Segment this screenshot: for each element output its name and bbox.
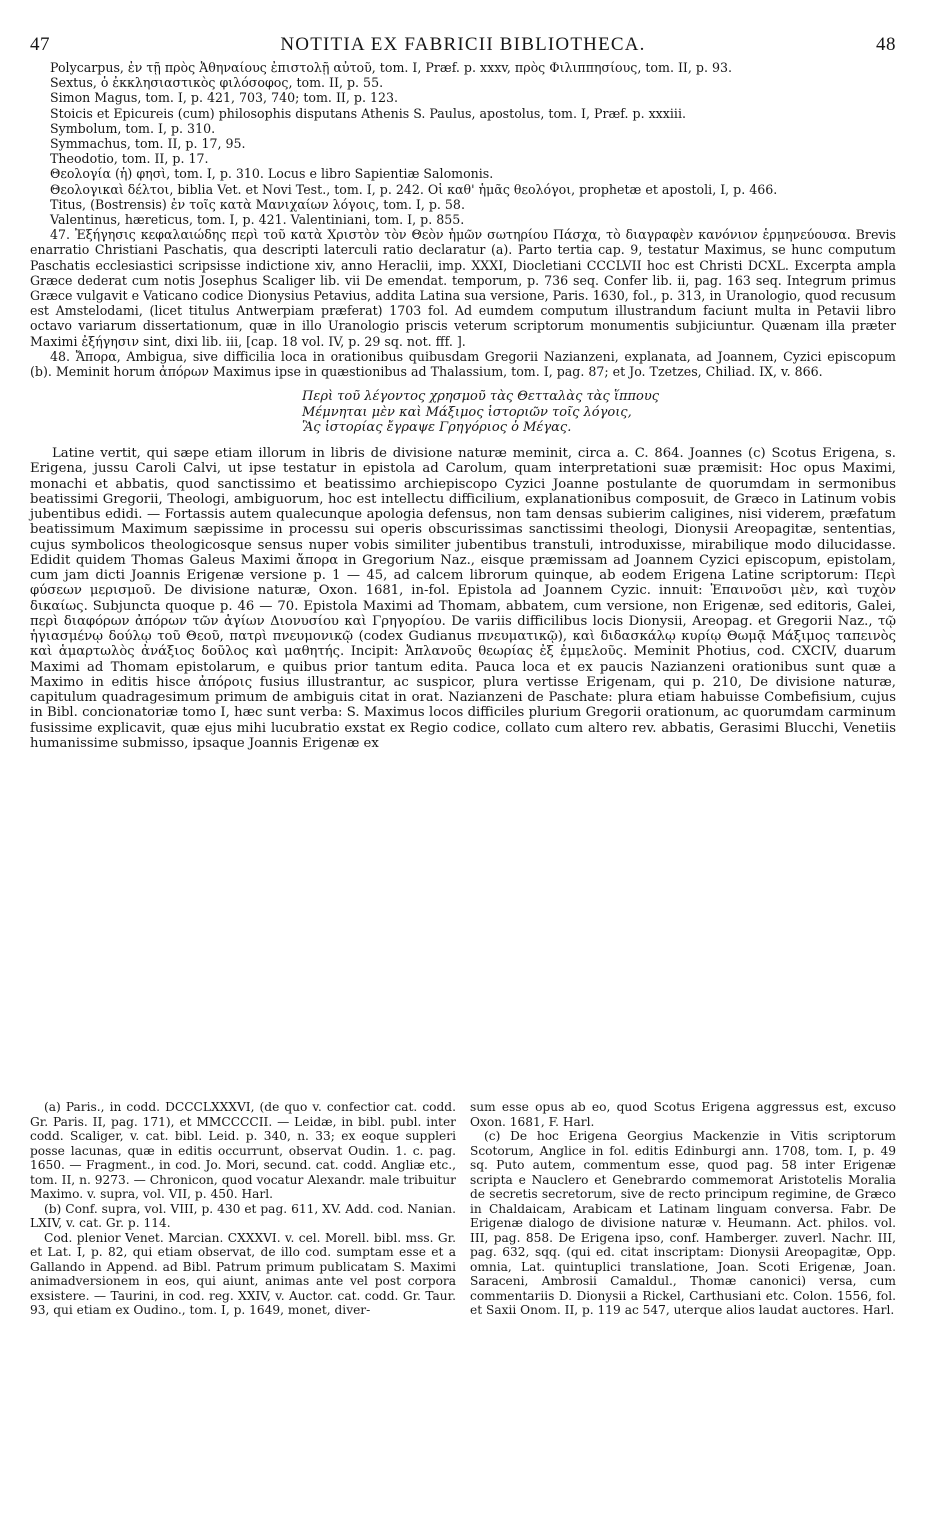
footnote-b-end: sum esse opus ab eo, quod Scotus Erigena aggressus est, excuso Oxon. 1681, F. Harl. [470,1100,896,1129]
verse-line: Περὶ τοῦ λέγοντος χρησμοῦ τὰς Θετταλὰς τὰς ἵππους [302,389,660,405]
entry-stoicis: Stoicis et Epicureis (cum) philosophis disputans Athenis S. Paulus, apostolus, tom. I, Præf. p. xxxiii. [50,105,686,121]
footnotes-left-column [30,1100,456,1318]
entry-47: 47. Ἐξήγησις κεφαλαιώδης περὶ τοῦ κατὰ Χριστὸν τὸν Θεὸν ἡμῶν σωτηρίου Πάσχα, τὸ διαγραφὲν κανόνιον ἑρμηνεύουσα. Brevis enarratio Christiani Paschatis, qua descripti laterculi ratio declaratur (a). Parto tertia cap. 9, testatur Maximus, se hunc computum Paschatis ecclesiastici scripsisse indictione xiv, anno Heraclii, imp. XXXI, Diocletiani CCCLVII hoc est Christi DCXL. Excerpta ampla Græce dederat cum notis Josephus Scaliger lib. vii De emendat. temporum, p. 736 seq. Confer lib. ii, pag. 163 seq. Integrum primus Græce vulgavit e Vaticano codice Dionysius Petavius, addita Latina sua versione, Paris. 1630, fol., p. 313, in Uranologio, quod recusum est Amstelodami, (licet titulus Antwerpiam præferat) 1703 fol. Ad eumdem computum illustrandum faciunt multa in Petavii libro octavo variarum dissertationum, quæ in illo Uranologio priscis veterum scriptorum monumentis subjiciuntur. Quænam illa præter Maximi ἐξήγησιν sint, dixi lib. iii, [cap. 18 vol. IV, p. 29 sq. not. fff. ]. [30,227,896,349]
entry-sextus: Sextus, ὁ ἐκκλησιαστικὸς φιλόσοφος, tom. II, p. 55. [50,75,384,91]
page-number-right: 48 [876,34,896,55]
running-title: NOTITIA EX FABRICII BIBLIOTHECA. [280,34,646,55]
verse-line: Μέμνηται μὲν καὶ Μάξιμος ἱστοριῶν τοῖς λόγοις, [302,404,632,420]
main-paragraph: Latine vertit, qui sæpe etiam illorum in libris de divisione naturæ meminit, circa a. C. 864. Joannes (c) Scotus Erigena, s. Erigena, jussu Caroli Calvi, ut ipse testatur in epistola ad Carolum, quam interpretationi suæ præmisit: Hoc opus Maximi, monachi et abbatis, quod sanctissimo et beatissimo archiepiscopo Cyzici Joanne postulante de quorumdam in sermonibus beatissimi Gregorii, Theologi, ambiguorum, hoc est intellectu difficilium, explanationibus composuit, de Græco in Latinum vobis jubentibus edidi. — Fortassis autem qualecunque apologia defensus, non tam densas subierim caligines, nisi viderem, præfatum beatissimum Maximum sæpissime in processu sui operis obscurissimas sanctissimi theologi, Dionysii Areopagitæ, sententias, cujus symbolicos theologicosque sensus nuper vobis similiter jubentibus transtuli, introduxisse, mirabilique modo dilucidasse. Edidit quidem Thomas Galeus Maximi ἄπορα in Gregorium Naz., eisque præmissam ad Joannem Cyzici episcopum, epistolam, cum jam dicti Joannis Erigenæ versione p. 1 — 45, ad calcem librorum quinque, ab eodem Erigena Latine scriptorum: Περὶ φύσεων μερισμοῦ. De divisione naturæ, Oxon. 1681, in-fol. Epistola ad Joannem Cyzic. innuit: Ἐπαινοῦσι μὲν, καὶ τυχὸν δικαίως. Subjuncta quoque p. 46 — 70. Epistola Maximi ad Thomam, abbatem, cum versione, non Erigenæ, sed editoris, Galei, περὶ διαφόρων ἀπόρων τῶν ἁγίων Διονυσίου καὶ Γρηγορίου. De variis difficilibus locis Dionysii, Areopag. et Gregorii Naz., τῷ ἡγιασμένῳ δούλῳ τοῦ Θεοῦ, πατρὶ πνευμονικῷ (codex Gudianus πνευματικῷ), καὶ διδασκάλῳ κυρίῳ Θωμᾷ Μάξιμος ταπεινὸς καὶ ἁμαρτωλὸς ἀνάξιος δοῦλος καὶ μαθητής. Incipit: Ἀπλανοῦς θεωρίας ἐξ ἐμμελοῦς. Meminit Photius, cod. CXCIV, duarum Maximi ad Thomam epistolarum, e quibus prior tantum edita. Pauca loca et ex paucis Nazianzeni orationibus sunt quæ a Maximo in editis hisce ἀπόροις fusius illustrantur, ac suspicor, plura vertisse Erigenam, qui p. 210, De divisione naturæ, capitulum quadragesimum primum de ambiguis citat in orat. Nazianzeni de Paschate: plura etiam habuisse Combefisium, cujus in Bibl. concionatoriæ tomo I, hæc sunt verba: S. Maximus locos difficiles plurium Gregorii orationum, ac quorumdam carminum fusissime explicavit, quæ ejus mihi lucubratio exstat ex Regio codice, collato cum altero rev. abbatis, Gerasimi Blucchi, Venetiis humanissime submisso, ipsaque Joannis Erigenæ ex [30,446,896,751]
entry-symbolum: Symbolum, tom. I, p. 310. [50,120,216,136]
footnotes-right-column [470,1100,896,1318]
main-text [30,446,896,751]
entry-simon-magus: Simon Magus, tom. I, p. 421, 703, 740; tom. II, p. 123. [50,90,399,106]
entry-theodotio: Theodotio, tom. II, p. 17. [50,151,209,167]
verse-line: Ἃς ἱστορίας ἔγραψε Γρηγόριος ὁ Μέγας. [302,420,572,436]
page [30,34,896,751]
footnotes [30,1100,896,1318]
entry-theologikai: Θεολογικαὶ δέλτοι, biblia Vet. et Novi Test., tom. I, p. 242. Οἱ καθ' ἡμᾶς θεολόγοι, prophetæ et apostoli, I, p. 466. [50,181,778,197]
page-number-left: 47 [30,34,50,55]
footnote-c: (c) De hoc Erigena Georgius Mackenzie in Vitis scriptorum Scotorum, Anglice in fol. editis Edinburgi ann. 1708, tom. I, p. 49 sq. Puto autem, commentum esse, quod pag. 58 inter Erigenæ scripta e Nauclero et Genebrardo commemorat Aristotelis Moralia de secretis secretorum, sive de recto principum regimine, de Græco in Chaldaicam, Arabicam et Latinam linguam conversa. Fabr. De Erigenæ dialogo de divisione naturæ v. Heumann. Act. philos. vol. III, pag. 858. De Erigena ipso, conf. Hamberger. zuverl. Nachr. III, pag. 632, sqq. (qui ed. citat inscriptam: Dionysii Areopagitæ, Opp. omnia, Lat. quintuplici translatione, Joan. Scoti Erigenæ, Joan. Saraceni, Ambrosii Camaldul., Thomæ canonici) versa, cum commentariis D. Dionysii a Rickel, Carthusiani etc. Colon. 1556, fol. et Saxii Onom. II, p. 119 ac 547, uterque alios laudat auctores. Harl. [470,1129,896,1317]
footnote-b-cont: Cod. plenior Venet. Marcian. CXXXVI. v. cel. Morell. bibl. mss. Gr. et Lat. I, p. 82, qui etiam observat, de illo cod. sumptam esse et a Gallando in Append. ad Bibl. Patrum primum publicatam S. Maximi animadversionem in eos, qui aiunt, animas ante vel post corpora exsistere. — Taurini, in cod. reg. XXIV, v. Auctor. cat. codd. Gr. Taur. 93, qui etiam ex Oudino., tom. I, p. 1649, monet, diver- [30,1230,456,1317]
entry-titus: Titus, (Bostrensis) ἐν τοῖς κατὰ Μανιχαίων λόγοις, tom. I, p. 58. [50,196,465,212]
entry-48: 48. Ἄπορα, Ambigua, sive difficilia loca in orationibus quibusdam Gregorii Nazianzeni, explanata, ad Joannem, Cyzici episcopum (b). Meminit horum ἀπόρων Maximus ipse in quæstionibus ad Thalassium, tom. I, pag. 87; et Jo. Tzetzes, Chiliad. IX, v. 866. [30,348,896,380]
footnote-b: (b) Conf. supra, vol. VIII, p. 430 et pag. 611, XV. Add. cod. Nanian. LXIV, v. cat. Gr. p. 114. [30,1201,456,1230]
running-header [30,34,896,60]
greek-verse [302,389,896,436]
entry-symmachus: Symmachus, tom. II, p. 17, 95. [50,136,246,152]
entry-valentinus: Valentinus, hæreticus, tom. I, p. 421. Valentiniani, tom. I, p. 855. [50,212,465,228]
footnote-a: (a) Paris., in codd. DCCCLXXXVI, (de quo v. confectior cat. codd. Gr. Paris. II, pag. 171), et MMCCCCII. — Leidæ, in bibl. publ. inter codd. Scaliger, v. cat. bibl. Leid. p. 340, n. 33; ex eoque suppleri posse lacunas, quæ in editis occurrunt, observat Oudin. 1. c. pag. 1650. — Fragment., in cod. Jo. Mori, secund. cat. codd. Angliæ etc., tom. II, n. 9273. — Chronicon, quod vocatur Alexandr. male tribuitur Maximo. v. supra, vol. VII, p. 450. Harl. [30,1100,456,1201]
entry-theologia: Θεολογία (ἡ) φησὶ, tom. I, p. 310. Locus e libro Sapientiæ Salomonis. [50,166,494,182]
entry-polycarpus: Polycarpus, ἐν τῇ πρὸς Ἀθηναίους ἐπιστολῇ αὐτοῦ, tom. I, Præf. p. xxxv, πρὸς Φιλιππησίους, tom. II, p. 93. [50,60,732,75]
index-entries [30,60,896,379]
